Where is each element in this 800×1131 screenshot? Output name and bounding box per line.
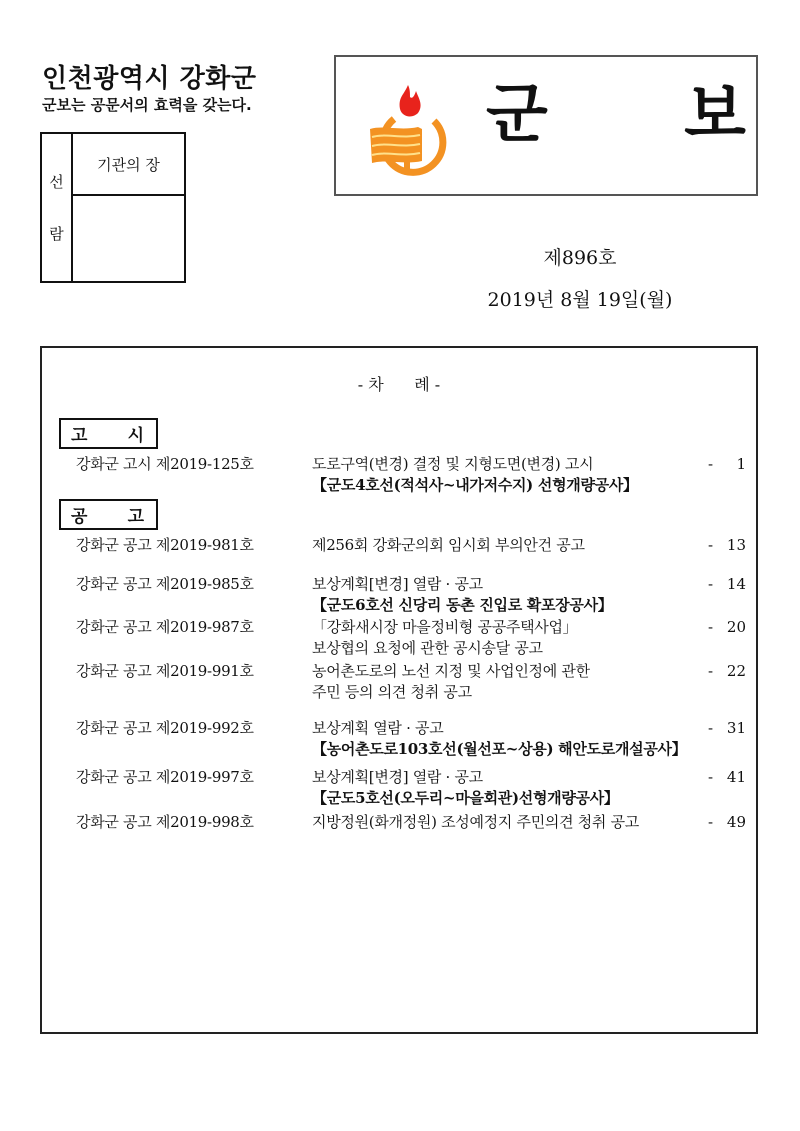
section-label-char: 시: [127, 426, 144, 446]
entry-subtitle: 주민 등의 의견 청취 공고: [312, 683, 472, 701]
entry-title[interactable]: 「강화새시장 마을정비형 공공주택사업」: [312, 618, 578, 636]
review-label-top: 선: [49, 173, 64, 192]
review-label: [42, 134, 73, 281]
review-head-cell: 기관의 장: [73, 134, 184, 196]
entry-title[interactable]: 보상계획 열람 · 공고: [312, 719, 444, 737]
entry-number: 강화군 공고 제2019-987호: [76, 618, 254, 636]
entry-subtitle: 【농어촌도로103호선(월선포~상용) 해안도로개설공사】: [312, 740, 687, 758]
entry-dash: -: [708, 575, 714, 593]
issue-number: 제896호: [543, 247, 617, 269]
org-title: 인천광역시 강화군: [42, 64, 257, 94]
entry-dash: -: [708, 768, 714, 786]
toc-title: - 차 례 -: [357, 375, 441, 394]
masthead-title-char-1: 군: [486, 78, 548, 152]
entry-page: 22: [726, 662, 746, 680]
entry-dash: -: [708, 618, 714, 636]
entry-dash: -: [708, 536, 714, 554]
entry-number: 강화군 공고 제2019-985호: [76, 575, 254, 593]
entry-title[interactable]: 제256회 강화군의회 임시회 부의안건 공고: [312, 536, 585, 554]
entry-number: 강화군 공고 제2019-997호: [76, 768, 254, 786]
entry-subtitle: 보상협의 요청에 관한 공시송달 공고: [312, 639, 543, 657]
entry-title[interactable]: 지방정원(화개정원) 조성예정지 주민의견 청취 공고: [312, 813, 639, 831]
gangwha-county-emblem-icon: [364, 81, 456, 181]
entry-page: 14: [726, 575, 746, 593]
review-sign-cell: [73, 196, 184, 281]
entry-page: 31: [726, 719, 746, 737]
issue-date: 2019년 8월 19일(월): [487, 289, 673, 311]
entry-subtitle: 【군도5호선(오두리~마을회관)선형개량공사】: [312, 789, 619, 807]
entry-title[interactable]: 농어촌도로의 노선 지정 및 사업인정에 관한: [312, 662, 590, 680]
entry-dash: -: [708, 455, 714, 473]
masthead-title-char-2: 보: [684, 78, 746, 152]
entry-number: 강화군 공고 제2019-992호: [76, 719, 254, 737]
review-label-bottom: 람: [49, 224, 64, 243]
entry-title[interactable]: 보상계획[변경] 열람 · 공고: [312, 768, 483, 786]
entry-subtitle: 【군도4호선(적석사~내가저수지) 선형개량공사】: [312, 476, 638, 494]
entry-title[interactable]: 도로구역(변경) 결정 및 지형도면(변경) 고시: [312, 455, 594, 473]
section-label-char: 고: [127, 507, 144, 527]
review-stamp-box: [40, 132, 186, 283]
org-subtitle: 군보는 공문서의 효력을 갖는다.: [42, 96, 252, 114]
entry-page: 20: [726, 618, 746, 636]
entry-dash: -: [708, 719, 714, 737]
masthead-title: [486, 78, 746, 152]
masthead: [334, 55, 758, 196]
entry-dash: -: [708, 662, 714, 680]
entry-number: 강화군 공고 제2019-991호: [76, 662, 254, 680]
entry-title[interactable]: 보상계획[변경] 열람 · 공고: [312, 575, 483, 593]
entry-page: 41: [726, 768, 746, 786]
entry-page: 13: [726, 536, 746, 554]
entry-dash: -: [708, 813, 714, 831]
entry-page: 49: [726, 813, 746, 831]
section-label-announcement: [59, 499, 158, 530]
entry-number: 강화군 공고 제2019-998호: [76, 813, 254, 831]
entry-number: 강화군 고시 제2019-125호: [76, 455, 254, 473]
section-label-char: 공: [71, 507, 88, 527]
section-label-notice: [59, 418, 158, 449]
table-of-contents: [40, 346, 758, 1034]
section-label-char: 고: [71, 426, 88, 446]
entry-page: 1: [736, 455, 746, 473]
entry-subtitle: 【군도6호선 신당리 동촌 진입로 확포장공사】: [312, 596, 613, 614]
entry-number: 강화군 공고 제2019-981호: [76, 536, 254, 554]
